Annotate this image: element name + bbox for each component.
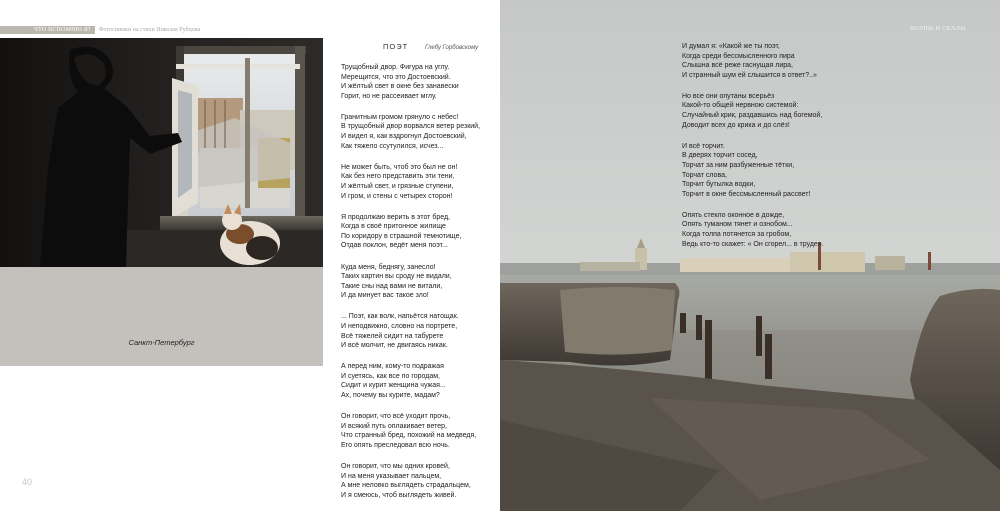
running-header-right: ВОЛНЫ И СКАЛЫ (910, 26, 966, 32)
poem-line: В дверях торчит сосед, (682, 152, 758, 160)
poem-line: Слышна всё реже гаснущая лира, (682, 62, 793, 70)
poem-line: Трущобный двор. Фигура на углу. (341, 64, 450, 71)
poem-stanza (341, 163, 500, 201)
poem-line: А мне неловко выглядеть страдальцем, (341, 482, 471, 490)
poem-stanza (341, 412, 500, 450)
poem-stanza (682, 142, 982, 200)
poem-line: Я продолжаю верить в этот бред, (341, 213, 451, 221)
poem-stanza (682, 42, 982, 80)
photo-window-scene (0, 38, 323, 267)
poem-line: Опять туманом тянет и ознобом... (682, 221, 793, 229)
poem-line: Мерещится, что это Достоевский. (341, 73, 451, 81)
poem-stanza (341, 63, 500, 101)
poem-text-right (682, 42, 982, 261)
poem-line: Торчит бутылка водки, (682, 181, 756, 189)
poem-line: Торчат за ним разбуженные тётки, (682, 161, 795, 169)
poem-line: Он говорит, что всё уходит прочь, (341, 413, 451, 421)
poem-line: И жёлтый свет в окне без занавески (341, 83, 459, 91)
right-page (500, 0, 1000, 511)
poem-line: Горит, но не рассеивает мглу. (341, 92, 437, 100)
poem-dedication: Глебу Горбовскому (425, 45, 479, 51)
poem-line: Такие сны над вами не витали, (341, 282, 443, 290)
poem-stanza (341, 462, 500, 500)
poem-line: И видел я, как вздрогнул Достоевский, (341, 133, 467, 141)
poem-line: И да минует вас такое зло! (341, 292, 429, 300)
poem-stanza (341, 213, 500, 251)
poem-line: И всё молчит, не двигаясь никак. (341, 342, 448, 350)
poem-line: Таких картин вы сроду не видали, (341, 273, 452, 281)
poem-stanza (341, 312, 500, 350)
poem-line: Гранитным громом грянуло с небес! (341, 113, 459, 121)
poem-line: И всё торчит. (682, 142, 725, 150)
poem-line: И думал я: «Какой же ты поэт, (682, 43, 780, 50)
poem-line: Отдав поклон, ведёт меня поэт... (341, 242, 448, 250)
poem-line: Опять стекло оконное в дожде, (682, 211, 785, 219)
poem-line: Куда меня, беднягу, занесло! (341, 263, 436, 271)
poem-line: И я смеюсь, чтоб выглядеть живей. (341, 491, 457, 499)
poem-line: Что странный бред, похожий на медведя, (341, 432, 477, 440)
poem-stanza (682, 211, 982, 249)
poem-line: Торчит в окне бессмысленный рассвет! (682, 190, 811, 198)
poem-line: Доводит всех до крика и до слёз! (682, 121, 790, 129)
poem-line: Когда среди бессмысленного пира (682, 52, 795, 60)
poem-stanza (341, 263, 500, 301)
poem-line: Когда в своё притонное жилище (341, 223, 446, 231)
poem-line: В трущобный двор ворвался ветер резкий, (341, 123, 481, 131)
photo-caption: Санкт-Петербург (128, 338, 195, 347)
poem-line: Он говорит, что мы одних кровей, (341, 463, 450, 470)
poem-stanza (341, 113, 500, 151)
poem-stanza (682, 92, 982, 130)
poem-line: Но все они опутаны всерьёз (682, 92, 775, 100)
poem-stanza (341, 362, 500, 400)
section-title: ЧТО ВСПОМНЮ Я? (0, 26, 95, 34)
running-header-left (0, 26, 220, 34)
poem-line: И всякий путь оплакивает ветер, (341, 422, 447, 430)
poem-line: И странный шум ей слышится в ответ?..» (682, 71, 817, 79)
poem-line: Ах, почему вы курите, мадам? (341, 392, 440, 400)
poem-text-left (341, 63, 500, 511)
poem-line: И на меня указывает пальцем, (341, 472, 442, 480)
poem-line: Как без него представить эти тени, (341, 173, 455, 181)
poem-line: По коридору в страшной темнотище, (341, 232, 462, 240)
poem-line: Ведь кто-то скажет: « Он сгорел... в труде». (682, 240, 824, 248)
poem-line: Не может быть, чтоб это был не он! (341, 163, 458, 171)
poem-title: ПОЭТ (383, 42, 409, 51)
poem-line: А перед ним, кому-то подражая (341, 363, 444, 371)
poem-line: Как тяжело ссутулился, исчез... (341, 142, 444, 150)
poem-line: Когда толпа потянется за гробом, (682, 231, 792, 238)
poem-line: И гром, и стены с четырех сторон! (341, 192, 453, 200)
page-number: 40 (22, 477, 33, 487)
poem-line: Торчат слова, (682, 171, 727, 179)
poem-line: И суетясь, как все по городам, (341, 372, 440, 380)
book-subtitle: Фотоснимки на стихи Николая Рубцова (98, 27, 201, 33)
poem-line: Случайный крик, раздавшись над богемой, (682, 112, 823, 120)
poem-line: ... Поэт, как волк, напьётся натощак. (341, 313, 459, 321)
poem-line: Сидит и курит женщина чужая... (341, 382, 446, 390)
poem-line: И неподвижно, словно на портрете, (341, 322, 458, 330)
poem-line: И жёлтый свет, и грязные ступени, (341, 182, 454, 190)
poem-line: Какой-то общей нервною системой: (682, 102, 799, 110)
poem-line: Его опять преследовал всю ночь. (341, 441, 450, 449)
poem-line: Всё тяжелей сидит на табурете (341, 332, 444, 340)
